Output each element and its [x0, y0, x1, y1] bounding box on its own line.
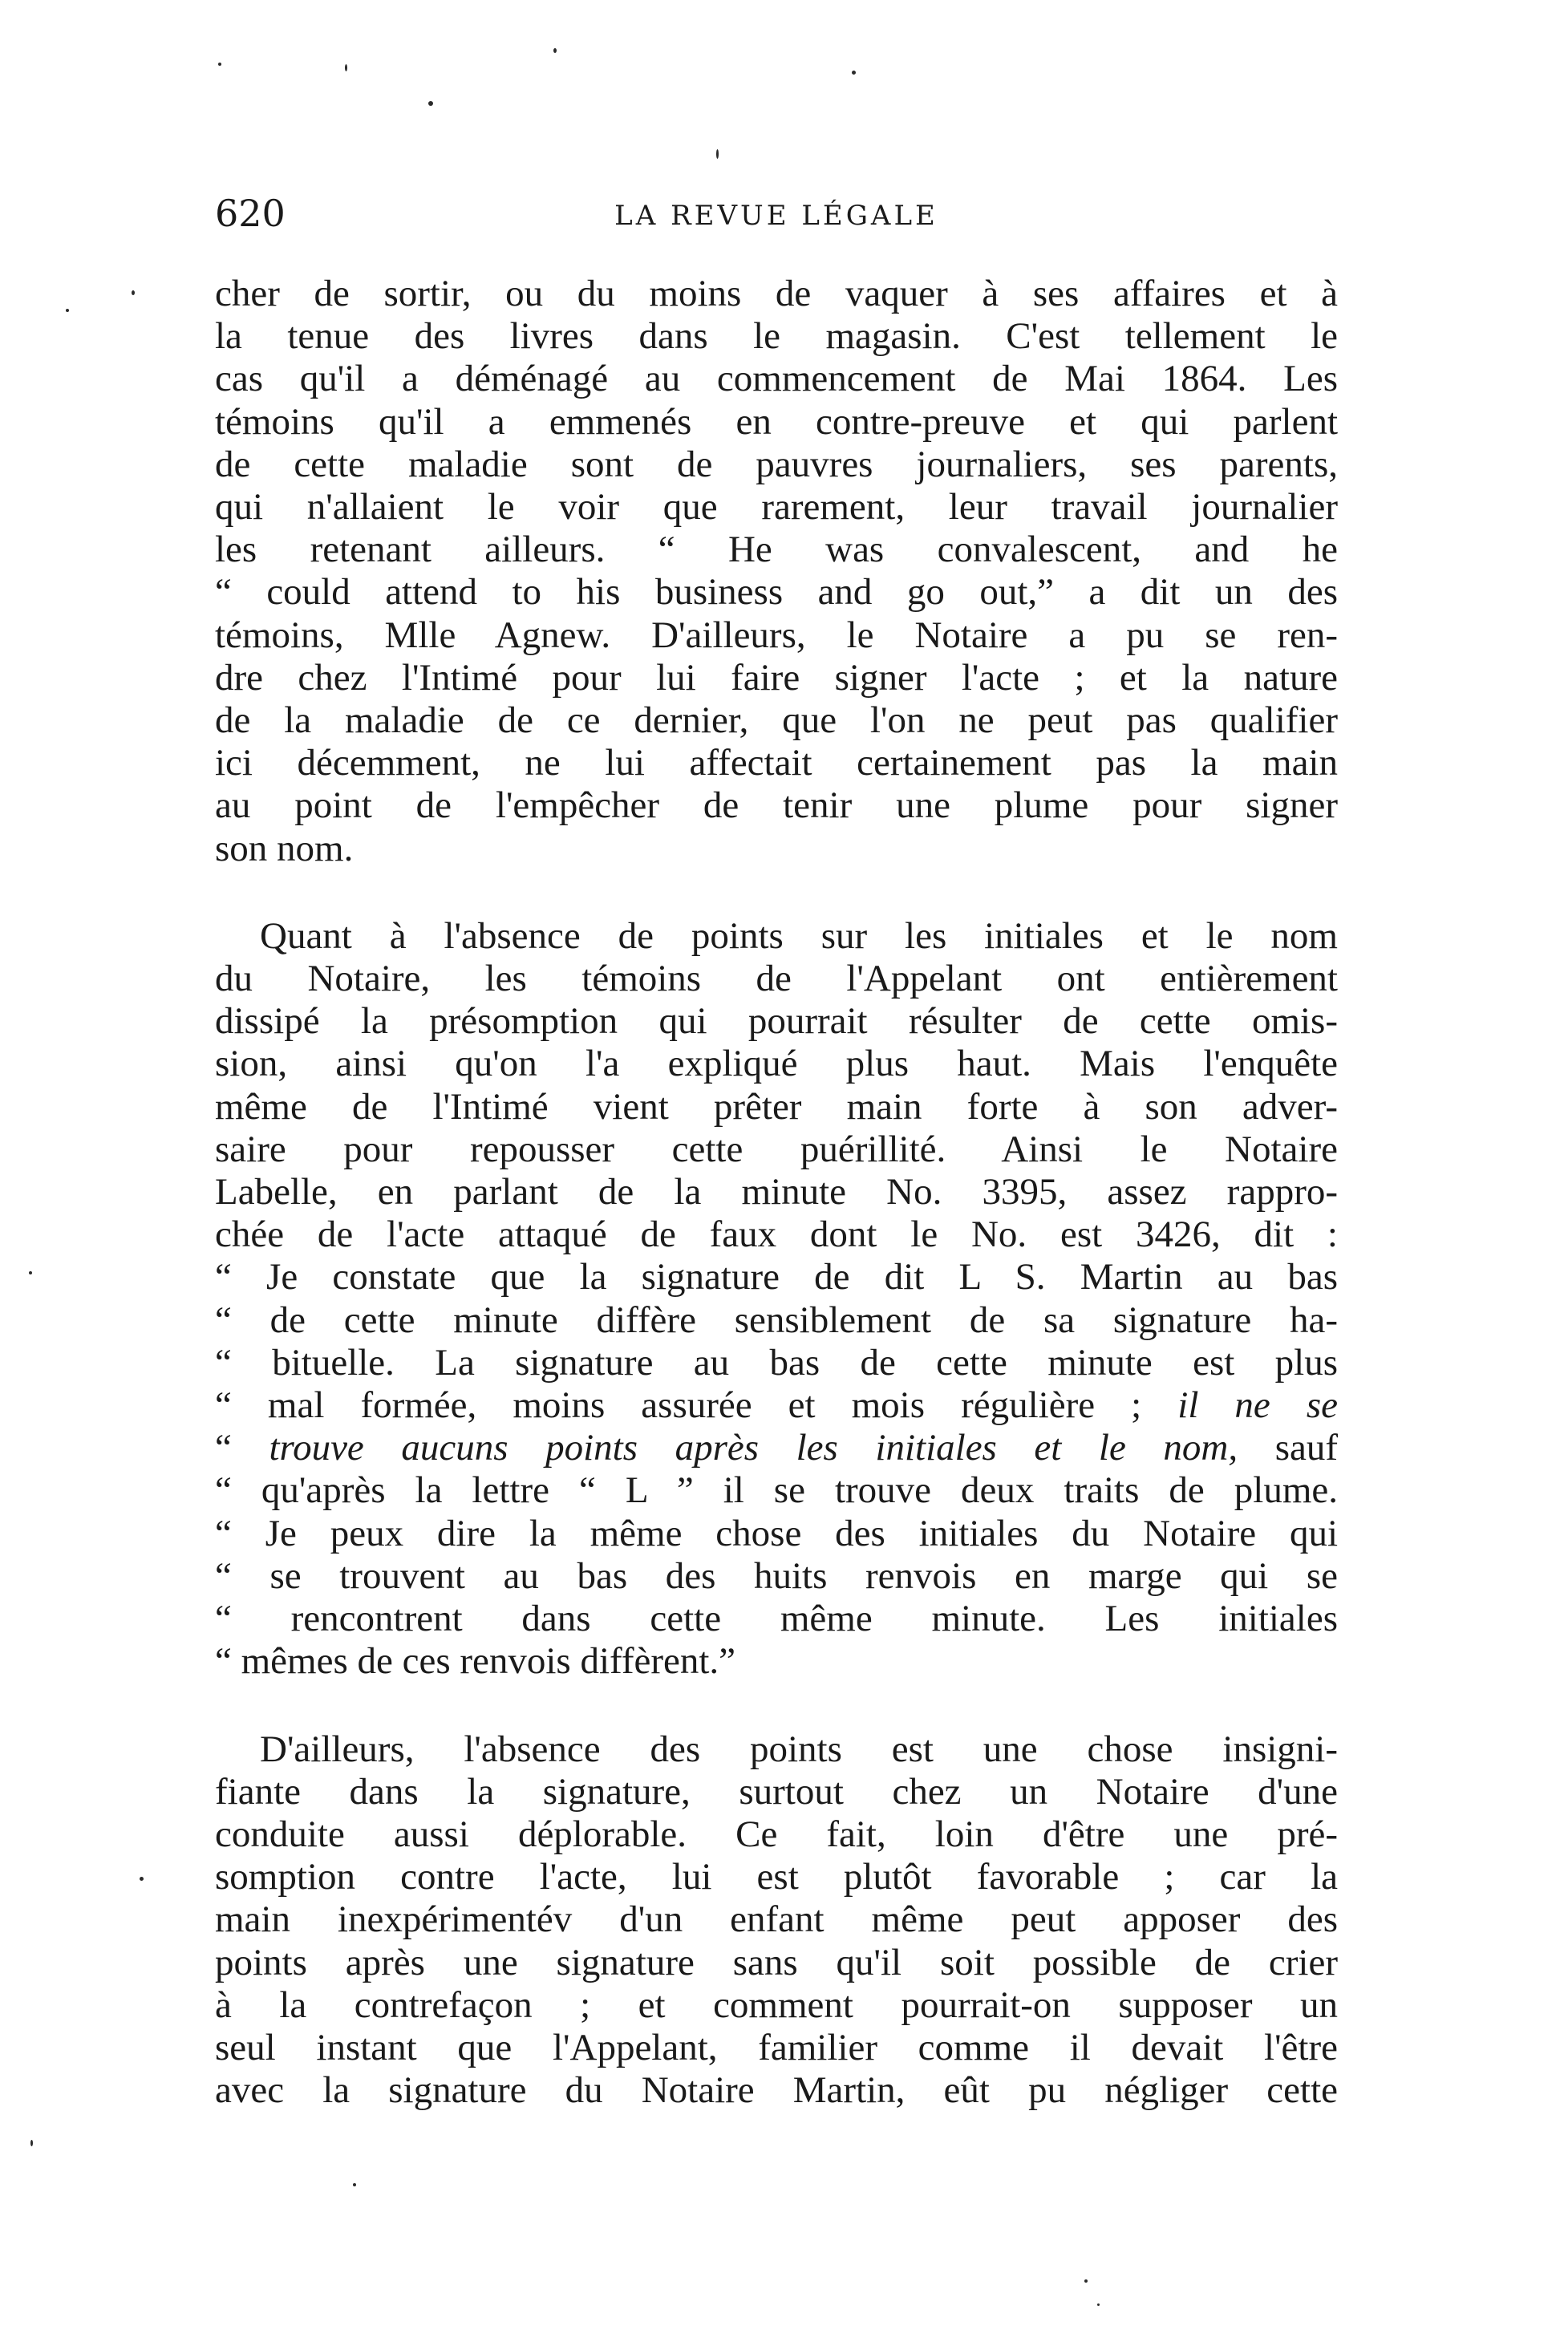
scan-speck	[30, 2140, 33, 2146]
text-line: ici décemment, ne lui affectait certainement pas la main	[215, 742, 1338, 784]
text-line: chée de l'acte attaqué de faux dont le No. est 3426, dit :	[215, 1213, 1338, 1256]
page-number: 620	[215, 192, 286, 235]
italic-text: il ne se	[1177, 1384, 1338, 1427]
text-line: la tenue des livres dans le magasin. C'est tellement le	[215, 315, 1338, 358]
scan-speck	[353, 2183, 356, 2186]
quote-text: “ mal formée, moins assurée et mois régulière ;	[215, 1384, 1142, 1427]
scan-speck	[66, 309, 69, 312]
scan-speck	[1097, 2303, 1100, 2306]
scan-speck	[852, 71, 856, 75]
text-line: du Notaire, les témoins de l'Appelant ont entièrement	[215, 958, 1338, 1000]
scan-speck	[218, 63, 221, 66]
text-line: cher de sortir, ou du moins de vaquer à ses affaires et à	[215, 273, 1338, 314]
scan-speck	[553, 48, 557, 53]
paragraph-1	[215, 273, 1338, 870]
text-line: Labelle, en parlant de la minute No. 3395, assez rappro-	[215, 1171, 1338, 1213]
text-line: cas qu'il a déménagé au commencement de Mai 1864. Les	[215, 358, 1338, 400]
text-line: somption contre l'acte, lui est plutôt favorable ; car la	[215, 1856, 1338, 1898]
scan-speck	[29, 1271, 32, 1274]
body-text	[215, 273, 1338, 2112]
text-line: “ mêmes de ces renvois diffèrent.”	[215, 1640, 736, 1683]
text-line: saire pour repousser cette puérillité. Ainsi le Notaire	[215, 1128, 1338, 1170]
text-line: qui n'allaient le voir que rarement, leur travail journalier	[215, 486, 1338, 529]
text-line: au point de l'empêcher de tenir une plume pour signer	[215, 784, 1338, 827]
text-line: dissipé la présomption qui pourrait résulter de cette omis-	[215, 1000, 1338, 1043]
running-head: LA REVUE LÉGALE	[614, 200, 938, 232]
text-line: Quant à l'absence de points sur les initiales et le nom	[260, 914, 1338, 957]
text-line: “ de cette minute diffère sensiblement de sa signature ha-	[215, 1299, 1338, 1341]
italic-text: trouve aucuns points après les initiales et le nom,	[269, 1427, 1238, 1469]
text-line: conduite aussi déplorable. Ce fait, loin d'être une pré-	[215, 1813, 1338, 1855]
page-header	[215, 189, 1338, 245]
text-line: les retenant ailleurs. “ He was convalescent, and he	[215, 529, 1338, 571]
text-line	[215, 1384, 1338, 1427]
text-line: même de l'Intimé vient prêter main forte à son adver-	[215, 1085, 1338, 1128]
text-line: main inexpérimentév d'un enfant même peut apposer des	[215, 1898, 1338, 1941]
scan-speck	[1084, 2279, 1088, 2283]
text-line: “ bituelle. La signature au bas de cette minute est plus	[215, 1341, 1338, 1384]
text-line: témoins qu'il a emmenés en contre-preuve et qui parlent	[215, 400, 1338, 443]
text-line: “ se trouvent au bas des huits renvois en marge qui se	[215, 1554, 1338, 1597]
text-line: “ rencontrent dans cette même minute. Les initiales	[215, 1598, 1338, 1640]
text-line: D'ailleurs, l'absence des points est une chose insigni-	[260, 1728, 1338, 1770]
text-line: dre chez l'Intimé pour lui faire signer l'acte ; et la nature	[215, 656, 1338, 699]
text-line: “ could attend to his business and go out,” a dit un des	[215, 571, 1338, 614]
text-line: “ Je peux dire la même chose des initiales du Notaire qui	[215, 1512, 1338, 1554]
text-line: de la maladie de ce dernier, que l'on ne peut pas qualifier	[215, 699, 1338, 742]
text-line: seul instant que l'Appelant, familier comme il devait l'être	[215, 2026, 1338, 2068]
text-line: témoins, Mlle Agnew. D'ailleurs, le Notaire a pu se ren-	[215, 614, 1338, 656]
text-line	[215, 1427, 1338, 1469]
scan-speck	[428, 101, 433, 106]
text-line: à la contrefaçon ; et comment pourrait-on supposer un	[215, 1983, 1338, 2026]
text-line: points après une signature sans qu'il soit possible de crier	[215, 1941, 1338, 1983]
scan-speck	[140, 1877, 144, 1881]
scan-speck	[716, 149, 719, 159]
quote-mark: “	[215, 1427, 232, 1469]
scan-speck	[345, 64, 347, 71]
text-line: “ Je constate que la signature de dit L S. Martin au bas	[215, 1256, 1338, 1299]
text-line: son nom.	[215, 827, 354, 869]
paragraph-2	[215, 915, 1338, 1683]
paragraph-3	[215, 1728, 1338, 2113]
text-line: de cette maladie sont de pauvres journaliers, ses parents,	[215, 443, 1338, 485]
text-line: sion, ainsi qu'on l'a expliqué plus haut. Mais l'enquête	[215, 1043, 1338, 1085]
scan-speck	[132, 290, 135, 295]
text-line: “ qu'après la lettre “ L ” il se trouve deux traits de plume.	[215, 1469, 1338, 1512]
text-line: avec la signature du Notaire Martin, eût pu négliger cette	[215, 2069, 1338, 2112]
text-line: fiante dans la signature, surtout chez un Notaire d'une	[215, 1770, 1338, 1813]
quote-text: sauf	[1274, 1427, 1339, 1469]
